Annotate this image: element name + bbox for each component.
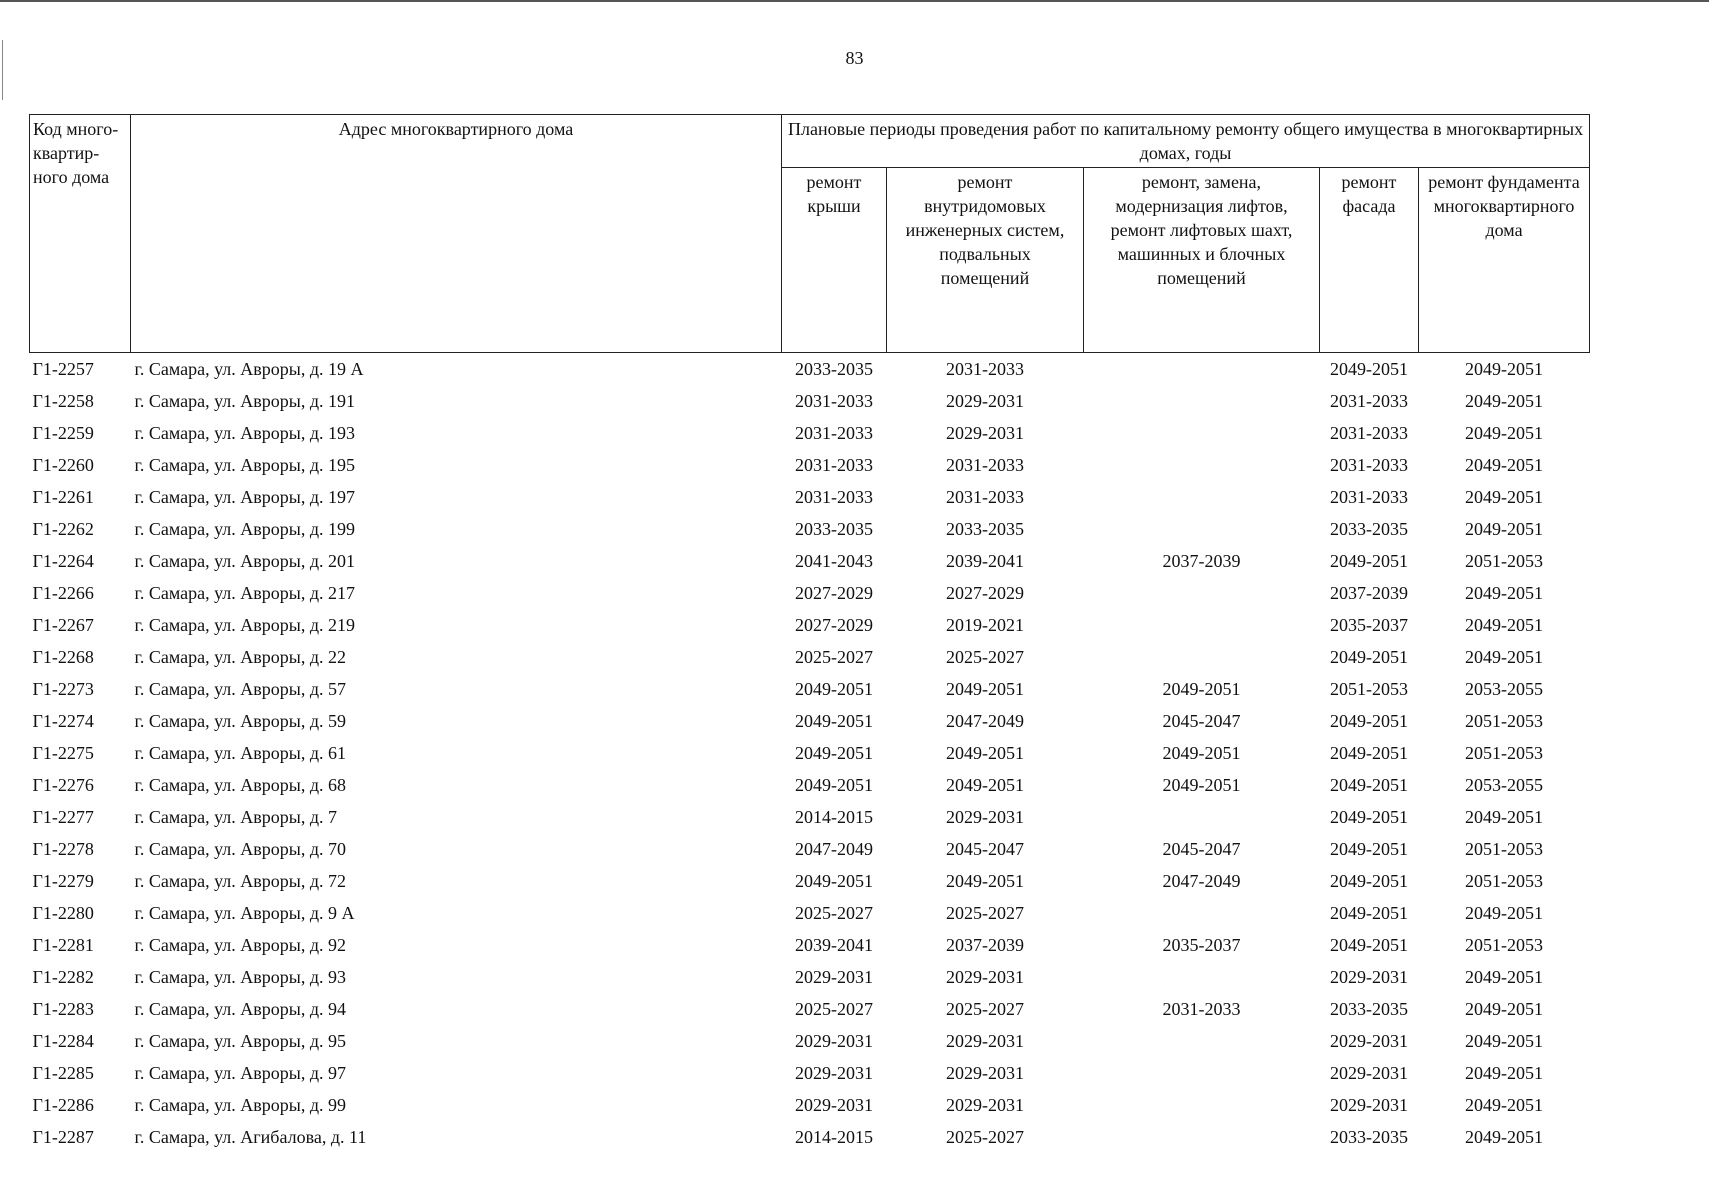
- cell-code: Г1-2283: [32, 999, 94, 1019]
- cell-code: Г1-2280: [32, 903, 94, 923]
- cell-lifts: [1084, 801, 1320, 833]
- cell-engineering: 2029-2031: [946, 423, 1024, 443]
- cell-facade: 2051-2053: [1330, 679, 1408, 699]
- cell-engineering: 2039-2041: [946, 551, 1024, 571]
- cell-facade: 2035-2037: [1330, 615, 1408, 635]
- table-row: [30, 993, 1590, 1025]
- cell-roof: 2031-2033: [795, 487, 873, 507]
- cell-lifts: [1084, 609, 1320, 641]
- cell-address: г. Самара, ул. Авроры, д. 197: [134, 487, 356, 507]
- cell-foundation: 2049-2051: [1465, 391, 1544, 411]
- cell-facade: 2049-2051: [1330, 935, 1408, 955]
- cell-address: г. Самара, ул. Авроры, д. 19 А: [134, 359, 364, 379]
- cell-code: Г1-2264: [32, 551, 94, 571]
- cell-foundation: 2049-2051: [1465, 423, 1544, 443]
- cell-code: Г1-2275: [32, 743, 94, 763]
- cell-foundation: 2049-2051: [1465, 615, 1544, 635]
- cell-code: Г1-2259: [32, 423, 94, 443]
- cell-foundation: 2051-2053: [1465, 551, 1544, 571]
- cell-foundation: 2049-2051: [1465, 903, 1544, 923]
- table-row: [30, 897, 1590, 929]
- cell-engineering: 2031-2033: [946, 359, 1024, 379]
- header-roof-text: ремонт крыши: [806, 172, 862, 216]
- cell-engineering: 2033-2035: [946, 519, 1024, 539]
- table-row: [30, 641, 1590, 673]
- cell-facade: 2049-2051: [1330, 807, 1408, 827]
- header-engineering-text: ремонт внутридомовых инженерных систем, подвальных помещений: [905, 172, 1065, 288]
- cell-engineering: 2031-2033: [946, 487, 1024, 507]
- cell-code: Г1-2274: [32, 711, 94, 731]
- cell-roof: 2041-2043: [795, 551, 873, 571]
- cell-roof: 2014-2015: [795, 1127, 873, 1147]
- cell-roof: 2031-2033: [795, 423, 873, 443]
- cell-facade: 2029-2031: [1330, 1063, 1408, 1083]
- cell-roof: 2029-2031: [795, 1063, 873, 1083]
- header-lifts: [1084, 168, 1320, 353]
- cell-facade: 2033-2035: [1330, 1127, 1408, 1147]
- header-facade-text: ремонт фасада: [1341, 172, 1397, 216]
- cell-code: Г1-2273: [32, 679, 94, 699]
- cell-engineering: 2029-2031: [946, 807, 1024, 827]
- cell-lifts: [1084, 1025, 1320, 1057]
- cell-foundation: 2049-2051: [1465, 1063, 1544, 1083]
- table-row: [30, 961, 1590, 993]
- cell-address: г. Самара, ул. Авроры, д. 217: [134, 583, 356, 603]
- cell-lifts: 2037-2039: [1162, 551, 1241, 571]
- cell-foundation: 2051-2053: [1465, 711, 1544, 731]
- table-row: [30, 577, 1590, 609]
- cell-code: Г1-2261: [32, 487, 94, 507]
- cell-engineering: 2049-2051: [946, 743, 1024, 763]
- table-row: [30, 545, 1590, 577]
- cell-lifts: 2049-2051: [1162, 775, 1241, 795]
- cell-address: г. Самара, ул. Авроры, д. 195: [134, 455, 356, 475]
- cell-lifts: [1084, 1121, 1320, 1153]
- table-row: [30, 1025, 1590, 1057]
- cell-roof: 2047-2049: [795, 839, 873, 859]
- cell-code: Г1-2281: [32, 935, 94, 955]
- cell-address: г. Самара, ул. Авроры, д. 72: [134, 871, 347, 891]
- cell-roof: 2033-2035: [795, 359, 873, 379]
- cell-facade: 2049-2051: [1330, 743, 1408, 763]
- cell-engineering: 2037-2039: [946, 935, 1024, 955]
- cell-roof: 2025-2027: [795, 903, 873, 923]
- cell-lifts: [1084, 353, 1320, 386]
- cell-foundation: 2049-2051: [1465, 1127, 1544, 1147]
- table-row: [30, 769, 1590, 801]
- cell-roof: 2039-2041: [795, 935, 873, 955]
- cell-code: Г1-2266: [32, 583, 94, 603]
- cell-roof: 2049-2051: [795, 871, 873, 891]
- cell-engineering: 2049-2051: [946, 775, 1024, 795]
- cell-code: Г1-2279: [32, 871, 94, 891]
- header-engineering: [887, 168, 1084, 353]
- cell-roof: 2031-2033: [795, 391, 873, 411]
- cell-foundation: 2049-2051: [1465, 967, 1544, 987]
- cell-address: г. Самара, ул. Агибалова, д. 11: [134, 1127, 367, 1147]
- cell-facade: 2049-2051: [1330, 903, 1408, 923]
- cell-foundation: 2053-2055: [1465, 679, 1544, 699]
- cell-address: г. Самара, ул. Авроры, д. 7: [134, 807, 338, 827]
- header-periods-group-text: Плановые периоды проведения работ по капитальному ремонту общего имущества в многоквартирных домах, годы: [787, 119, 1584, 163]
- cell-engineering: 2029-2031: [946, 967, 1024, 987]
- cell-roof: 2025-2027: [795, 647, 873, 667]
- table-row: [30, 353, 1590, 386]
- cell-roof: 2014-2015: [795, 807, 873, 827]
- cell-roof: 2025-2027: [795, 999, 873, 1019]
- header-periods-group: [782, 115, 1590, 168]
- cell-code: Г1-2278: [32, 839, 94, 859]
- header-facade: [1320, 168, 1419, 353]
- cell-code: Г1-2262: [32, 519, 94, 539]
- cell-roof: 2027-2029: [795, 615, 873, 635]
- header-address: [131, 115, 782, 353]
- cell-facade: 2029-2031: [1330, 1031, 1408, 1051]
- cell-code: Г1-2257: [32, 359, 94, 379]
- cell-roof: 2029-2031: [795, 1031, 873, 1051]
- cell-code: Г1-2287: [32, 1127, 94, 1147]
- cell-address: г. Самара, ул. Авроры, д. 93: [134, 967, 347, 987]
- table-row: [30, 705, 1590, 737]
- cell-engineering: 2025-2027: [946, 647, 1024, 667]
- cell-address: г. Самара, ул. Авроры, д. 95: [134, 1031, 347, 1051]
- cell-lifts: 2049-2051: [1162, 743, 1241, 763]
- cell-foundation: 2051-2053: [1465, 935, 1544, 955]
- cell-address: г. Самара, ул. Авроры, д. 94: [134, 999, 347, 1019]
- cell-roof: 2049-2051: [795, 743, 873, 763]
- cell-lifts: [1084, 897, 1320, 929]
- cell-facade: 2049-2051: [1330, 551, 1408, 571]
- cell-address: г. Самара, ул. Авроры, д. 201: [134, 551, 356, 571]
- cell-engineering: 2029-2031: [946, 1063, 1024, 1083]
- cell-foundation: 2051-2053: [1465, 743, 1544, 763]
- cell-lifts: [1084, 577, 1320, 609]
- cell-roof: 2049-2051: [795, 679, 873, 699]
- cell-lifts: 2031-2033: [1162, 999, 1241, 1019]
- cell-lifts: [1084, 385, 1320, 417]
- table-row: [30, 929, 1590, 961]
- table-header: [30, 115, 1590, 353]
- cell-engineering: 2019-2021: [946, 615, 1024, 635]
- cell-roof: 2049-2051: [795, 775, 873, 795]
- cell-foundation: 2049-2051: [1465, 455, 1544, 475]
- cell-address: г. Самара, ул. Авроры, д. 9 А: [134, 903, 355, 923]
- cell-facade: 2033-2035: [1330, 519, 1408, 539]
- cell-engineering: 2025-2027: [946, 999, 1024, 1019]
- cell-code: Г1-2260: [32, 455, 94, 475]
- cell-facade: 2031-2033: [1330, 487, 1408, 507]
- cell-foundation: 2049-2051: [1465, 807, 1544, 827]
- cell-foundation: 2049-2051: [1465, 999, 1544, 1019]
- cell-facade: 2031-2033: [1330, 423, 1408, 443]
- cell-lifts: 2049-2051: [1162, 679, 1241, 699]
- cell-facade: 2049-2051: [1330, 839, 1408, 859]
- cell-address: г. Самара, ул. Авроры, д. 59: [134, 711, 347, 731]
- table-row: [30, 801, 1590, 833]
- cell-lifts: [1084, 513, 1320, 545]
- cell-foundation: 2051-2053: [1465, 839, 1544, 859]
- cell-engineering: 2027-2029: [946, 583, 1024, 603]
- cell-facade: 2031-2033: [1330, 391, 1408, 411]
- cell-facade: 2049-2051: [1330, 775, 1408, 795]
- table-row: [30, 673, 1590, 705]
- cell-lifts: [1084, 1089, 1320, 1121]
- cell-facade: 2049-2051: [1330, 647, 1408, 667]
- table-row: [30, 865, 1590, 897]
- cell-foundation: 2049-2051: [1465, 519, 1544, 539]
- table-row: [30, 609, 1590, 641]
- cell-address: г. Самара, ул. Авроры, д. 193: [134, 423, 356, 443]
- header-foundation-text: ремонт фундамента многоквартирного дома: [1428, 172, 1580, 240]
- cell-lifts: [1084, 481, 1320, 513]
- cell-address: г. Самара, ул. Авроры, д. 191: [134, 391, 356, 411]
- cell-engineering: 2031-2033: [946, 455, 1024, 475]
- capital-repair-table: [29, 114, 1590, 1153]
- cell-address: г. Самара, ул. Авроры, д. 99: [134, 1095, 347, 1115]
- header-code-text: Код много- квартир- ного дома: [33, 119, 119, 187]
- cell-foundation: 2049-2051: [1465, 583, 1544, 603]
- cell-code: Г1-2268: [32, 647, 94, 667]
- header-roof: [782, 168, 887, 353]
- table-row: [30, 449, 1590, 481]
- cell-address: г. Самара, ул. Авроры, д. 22: [134, 647, 347, 667]
- cell-foundation: 2049-2051: [1465, 1031, 1544, 1051]
- cell-code: Г1-2277: [32, 807, 94, 827]
- table-row: [30, 1057, 1590, 1089]
- cell-address: г. Самара, ул. Авроры, д. 70: [134, 839, 347, 859]
- cell-code: Г1-2286: [32, 1095, 94, 1115]
- cell-code: Г1-2276: [32, 775, 94, 795]
- cell-engineering: 2045-2047: [946, 839, 1024, 859]
- table-row: [30, 1089, 1590, 1121]
- cell-lifts: 2047-2049: [1162, 871, 1241, 891]
- cell-engineering: 2049-2051: [946, 679, 1024, 699]
- cell-address: г. Самара, ул. Авроры, д. 61: [134, 743, 347, 763]
- cell-facade: 2049-2051: [1330, 711, 1408, 731]
- cell-roof: 2027-2029: [795, 583, 873, 603]
- table-row: [30, 385, 1590, 417]
- table-row: [30, 513, 1590, 545]
- cell-roof: 2031-2033: [795, 455, 873, 475]
- cell-roof: 2029-2031: [795, 1095, 873, 1115]
- scan-edge-top: [0, 0, 1709, 2]
- cell-foundation: 2049-2051: [1465, 1095, 1544, 1115]
- header-code: [30, 115, 131, 353]
- cell-code: Г1-2285: [32, 1063, 94, 1083]
- page-number: 83: [845, 48, 864, 68]
- header-lifts-text: ремонт, замена, модернизация лифтов, ремонт лифтовых шахт, машинных и блочных помещений: [1110, 172, 1293, 288]
- cell-facade: 2033-2035: [1330, 999, 1408, 1019]
- cell-address: г. Самара, ул. Авроры, д. 219: [134, 615, 356, 635]
- cell-lifts: [1084, 641, 1320, 673]
- cell-code: Г1-2284: [32, 1031, 94, 1051]
- cell-roof: 2049-2051: [795, 711, 873, 731]
- cell-engineering: 2025-2027: [946, 1127, 1024, 1147]
- cell-address: г. Самара, ул. Авроры, д. 97: [134, 1063, 347, 1083]
- cell-engineering: 2029-2031: [946, 1031, 1024, 1051]
- cell-code: Г1-2282: [32, 967, 94, 987]
- cell-engineering: 2049-2051: [946, 871, 1024, 891]
- cell-engineering: 2029-2031: [946, 1095, 1024, 1115]
- header-address-text: Адрес многоквартирного дома: [338, 119, 574, 139]
- cell-foundation: 2049-2051: [1465, 359, 1544, 379]
- cell-facade: 2029-2031: [1330, 967, 1408, 987]
- header-foundation: [1419, 168, 1590, 353]
- cell-facade: 2029-2031: [1330, 1095, 1408, 1115]
- cell-address: г. Самара, ул. Авроры, д. 57: [134, 679, 347, 699]
- table-row: [30, 481, 1590, 513]
- cell-engineering: 2025-2027: [946, 903, 1024, 923]
- cell-lifts: [1084, 1057, 1320, 1089]
- cell-engineering: 2029-2031: [946, 391, 1024, 411]
- cell-lifts: 2045-2047: [1162, 711, 1241, 731]
- cell-code: Г1-2267: [32, 615, 94, 635]
- cell-foundation: 2049-2051: [1465, 487, 1544, 507]
- table-row: [30, 833, 1590, 865]
- cell-lifts: [1084, 449, 1320, 481]
- table-body: [30, 353, 1590, 1154]
- table-row: [30, 1121, 1590, 1153]
- cell-foundation: 2053-2055: [1465, 775, 1544, 795]
- cell-code: Г1-2258: [32, 391, 94, 411]
- cell-lifts: 2035-2037: [1162, 935, 1241, 955]
- cell-engineering: 2047-2049: [946, 711, 1024, 731]
- cell-roof: 2029-2031: [795, 967, 873, 987]
- cell-foundation: 2049-2051: [1465, 647, 1544, 667]
- cell-lifts: [1084, 417, 1320, 449]
- cell-facade: 2049-2051: [1330, 359, 1408, 379]
- cell-facade: 2049-2051: [1330, 871, 1408, 891]
- cell-address: г. Самара, ул. Авроры, д. 92: [134, 935, 347, 955]
- cell-roof: 2033-2035: [795, 519, 873, 539]
- table-row: [30, 737, 1590, 769]
- cell-facade: 2031-2033: [1330, 455, 1408, 475]
- table-row: [30, 417, 1590, 449]
- cell-address: г. Самара, ул. Авроры, д. 68: [134, 775, 347, 795]
- cell-lifts: [1084, 961, 1320, 993]
- cell-address: г. Самара, ул. Авроры, д. 199: [134, 519, 356, 539]
- cell-foundation: 2051-2053: [1465, 871, 1544, 891]
- cell-facade: 2037-2039: [1330, 583, 1408, 603]
- cell-lifts: 2045-2047: [1162, 839, 1241, 859]
